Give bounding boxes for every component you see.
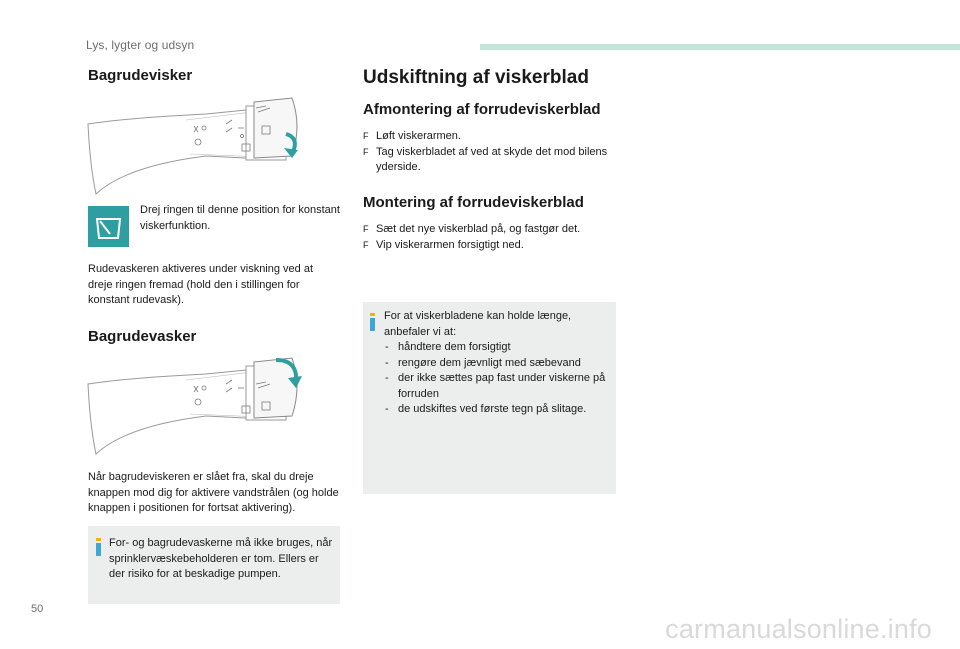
info-text: For- og bagrudevaskerne må ikke bruges, når sprinklervæskebeholderen er tom. Ellers er der risiko for at beskadige pumpen. [109, 537, 333, 580]
info-text [384, 309, 614, 418]
list-item: - rengøre dem jævnligt med sæbevand [385, 356, 581, 369]
bullet-icon: F [363, 146, 369, 157]
heading-afmontering: Afmontering af forrudeviskerblad [363, 101, 601, 118]
list-item: F Tag viskerbladet af ved at skyde det mod bilens yderside. [363, 145, 608, 173]
info-box-washer [88, 526, 340, 604]
list-item: - der ikke sættes pap fast under viskerne på forruden [385, 372, 606, 400]
heading-bagrudevisker: Bagrudevisker [88, 67, 193, 84]
list-item: - de udskiftes ved første tegn på slitage. [385, 403, 587, 415]
wiper-stalk-illustration-washer [86, 356, 312, 460]
page-number: 50 [31, 603, 44, 615]
watermark: carmanualsonline.info [665, 614, 932, 644]
montering-steps [363, 222, 618, 253]
bullet-icon: F [363, 239, 369, 250]
text-naar: Når bagrudeviskeren er slået fra, skal du dreje knappen mod dig for aktivere vandstrålen (og holde knappen i positionen for fortsat aktivering). [88, 471, 339, 514]
section-accent-bar [480, 44, 960, 50]
list-item: - håndtere dem forsigtigt [385, 341, 511, 353]
wiper-stalk-illustration-wiper [86, 96, 312, 200]
care-list [384, 340, 614, 418]
afmontering-steps [363, 129, 618, 176]
list-item: F Løft viskerarmen. [363, 129, 618, 145]
bullet-icon: F [363, 131, 369, 141]
info-intro: For at viskerbladene kan holde længe, anbefaler vi at: [384, 310, 572, 338]
info-box-wiper-blades [363, 302, 616, 494]
heading-montering: Montering af forrudeviskerblad [363, 194, 584, 211]
heading-udskiftning: Udskiftning af viskerblad [363, 67, 589, 88]
rear-wiper-position-icon [88, 206, 129, 247]
text-rudevasker: Rudevaskeren aktiveres under viskning ved at dreje ringen fremad (hold den i stillingen for konstant rudevask). [88, 263, 314, 306]
list-item: F Sæt det nye viskerblad på, og fastgør det. [363, 222, 618, 238]
bullet-icon: F [363, 224, 369, 234]
list-item: F Vip viskerarmen forsigtigt ned. [363, 238, 618, 254]
text-drej: Drej ringen til denne position for konstant viskerfunktion. [140, 204, 340, 232]
heading-bagrudevasker: Bagrudevasker [88, 328, 197, 345]
section-label: Lys, lygter og udsyn [86, 38, 195, 52]
